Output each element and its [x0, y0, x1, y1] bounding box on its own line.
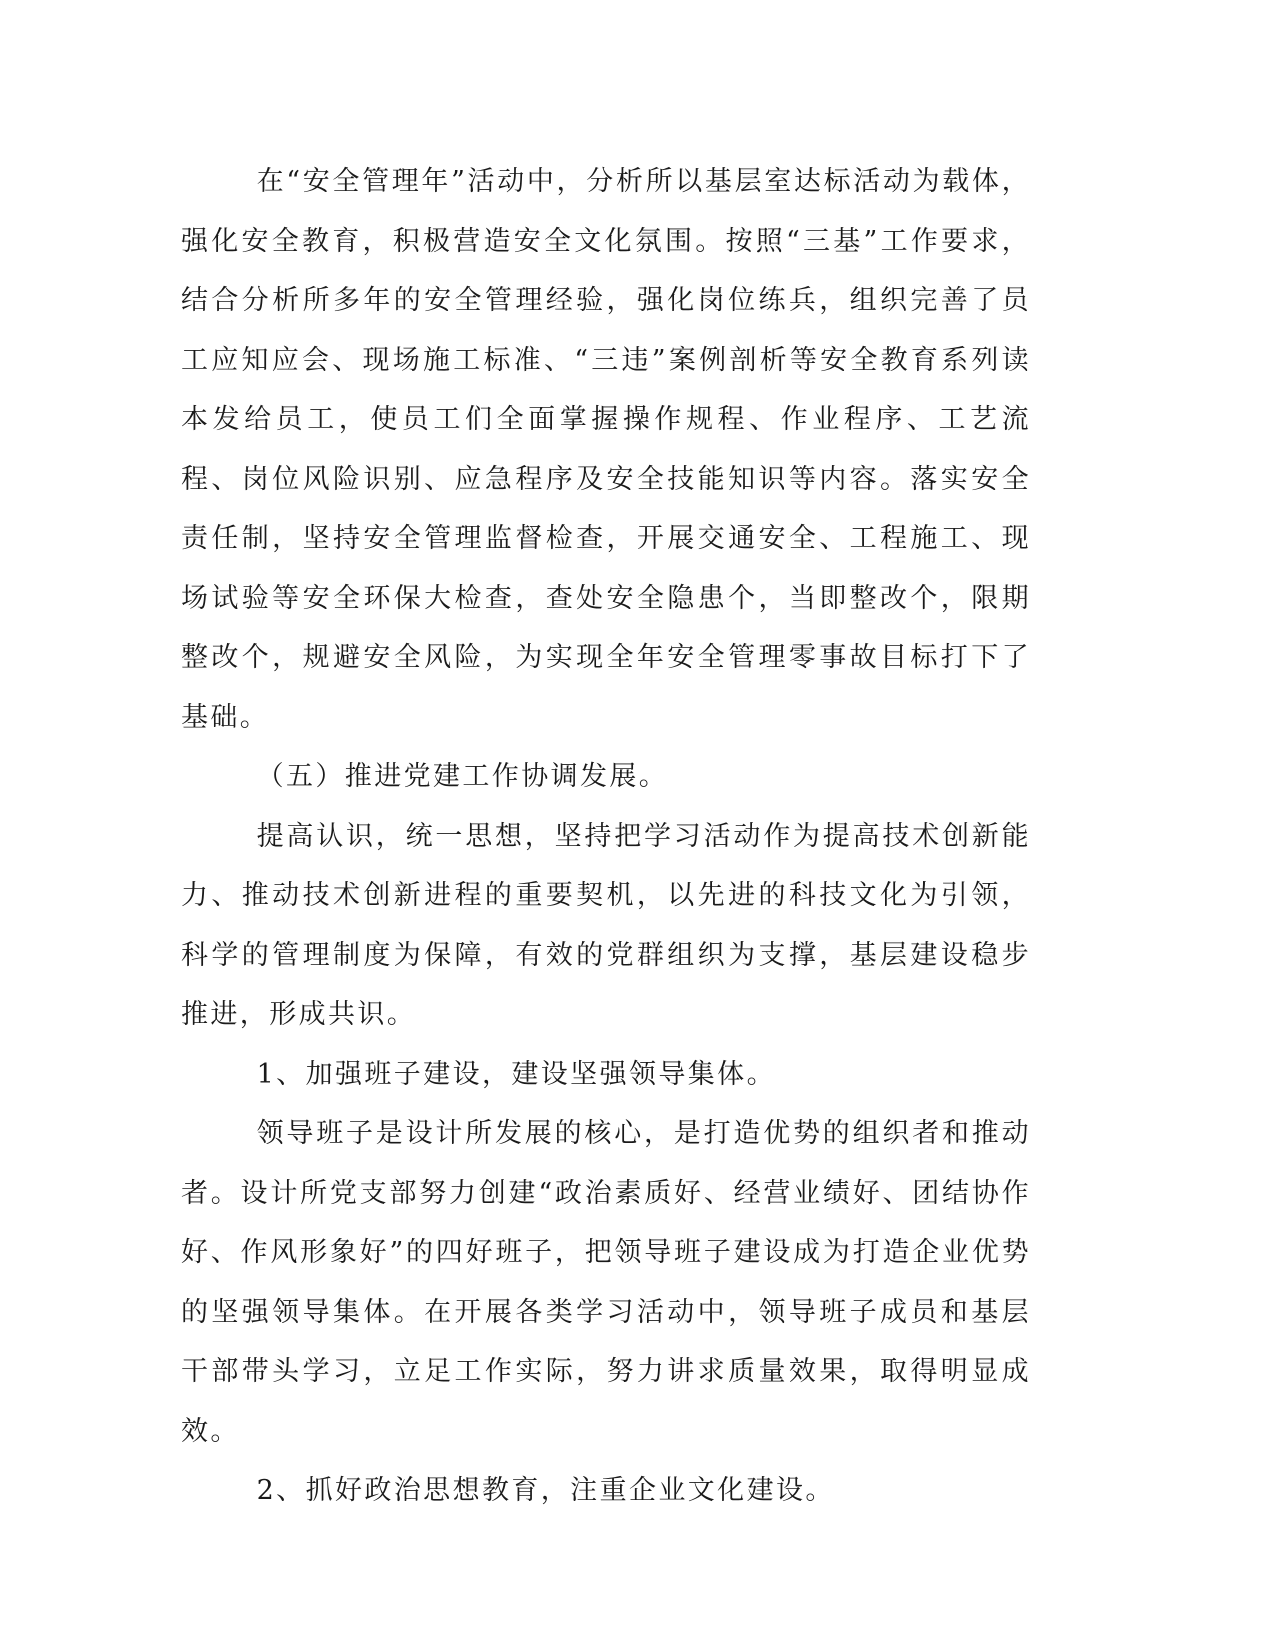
section-heading-party-building: （五）推进党建工作协调发展。 [256, 761, 669, 792]
subheading-political-education: 2、抓好政治思想教育，注重企业文化建设。 [256, 1475, 835, 1506]
paragraph-improve-awareness: 提高认识，统一思想，坚持把学习活动作为提高技术创新能力、推动技术创新进程的重要契机，以先进的科技文化为引领，科学的管理制度为保障，有效的党群组织为支撑，基层建设稳步推进，形成共识。 [181, 820, 1031, 1030]
paragraph-safety-management: 在“安全管理年”活动中，分析所以基层室达标活动为载体，强化安全教育，积极营造安全文化氛围。按照“三基”工作要求，结合分析所多年的安全管理经验，强化岗位练兵，组织完善了员工应知应会、现场施工标准、“三违”案例剖析等安全教育系列读本发给员工，使员工们全面掌握操作规程、作业程序、工艺流程、岗位风险识别、应急程序及安全技能知识等内容。落实安全责任制，坚持安全管理监督检查，开展交通安全、工程施工、现场试验等安全环保大检查，查处安全隐患个，当即整改个，限期整改个，规避安全风险，为实现全年安全管理零事故目标打下了基础。 [181, 166, 1031, 733]
document-body [181, 152, 1031, 1521]
paragraph-leadership-team: 领导班子是设计所发展的核心，是打造优势的组织者和推动者。设计所党支部努力创建“政治素质好、经营业绩好、团结协作好、作风形象好”的四好班子，把领导班子建设成为打造企业优势的坚强领导集体。在开展各类学习活动中，领导班子成员和基层干部带头学习，立足工作实际，努力讲求质量效果，取得明显成效。 [181, 1118, 1031, 1447]
subheading-leadership-team: 1、加强班子建设，建设坚强领导集体。 [256, 1058, 776, 1090]
